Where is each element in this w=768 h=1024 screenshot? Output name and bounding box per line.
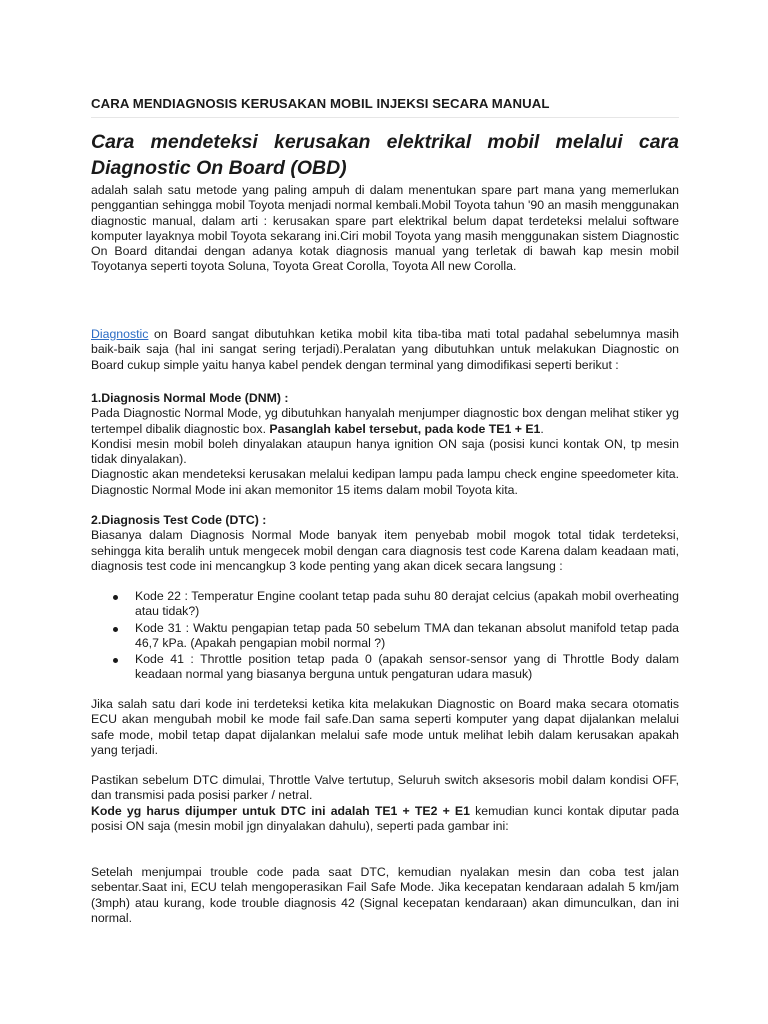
dtc-p4-text: kemudian kunci kontak diputar pada posisi ON saja (mesin mobil jgn dinyalakan dahulu), seperti pada gambar ini: [91,803,679,833]
dtc-paragraph-3: Pastikan sebelum DTC dimulai, Throttle Valve tertutup, Seluruh switch aksesoris mobil dalam kondisi OFF, dan transmisi pada posisi parker / netral. [91,773,679,803]
list-item [91,652,679,683]
dtc-paragraph-5: Setelah menjumpai trouble code pada saat DTC, kemudian nyalakan mesin dan coba test jalan sebentar.Saat ini, ECU telah mengoperasikan Fail Safe Mode. Jika kecepatan kendaraan adalah 5 km/jam (3mph) atau kurang, kode trouble diagnosis 42 (Signal kecepatan kendaraan) akan dimunculkan, dan ini normal. [91,865,679,925]
intro-paragraph: adalah salah satu metode yang paling ampuh di dalam menentukan spare part mana yang memerlukan penggantian sehingga mobil Toyota menjadi normal kembali.Mobil Toyota tahun '90 an masih menggunakan diagnostic manual, dalam arti : kerusakan spare part elektrikal belum dapat terdeteksi melalui software komputer layaknya mobil Toyota sekarang ini.Ciri mobil Toyota yang masih menggunakan sistem Diagnostic On Board ditandai dengan adanya kotak diagnosis manual yang terletak di bawah kap mesin mobil Toyotanya seperti toyota Soluna, Toyota Great Corolla, Toyota All new Corolla. [91,183,679,274]
bullet-icon [113,627,118,632]
dtc-code-list [91,589,679,684]
dtc-heading: 2.Diagnosis Test Code (DTC) : [91,513,267,527]
diagnostic-paragraph [91,327,679,373]
bullet-icon [113,658,118,663]
code-31-text: Kode 31 : Waktu pengapian tetap pada 50 sebelum TMA dan tekanan absolut manifold tetap pada 46,7 kPa. (Apakah pengapian mobil normal ?) [135,620,679,650]
code-41-text: Kode 41 : Throttle position tetap pada 0 (apakah sensor-sensor yang di Throttle Body dalam keadaan normal yang biasanya berguna untuk pengaturan udara masuk) [135,652,679,682]
code-22-text: Kode 22 : Temperatur Engine coolant tetap pada suhu 80 derajat celcius (apakah mobil overheating atau tidak?) [135,589,679,619]
dtc-paragraph-4 [91,804,679,835]
dtc-p4-bold: Kode yg harus dijumper untuk DTC ini adalah TE1 + TE2 + E1 [91,803,470,818]
dnm-paragraph-1 [91,406,679,437]
dnm-p1-bold: Pasanglah kabel tersebut, pada kode TE1 + E1 [269,421,541,436]
list-item [91,589,679,620]
diagnostic-paragraph-text: on Board sangat dibutuhkan ketika mobil kita tiba-tiba mati total padahal sebelumnya masih baik-baik saja (hal ini sangat sering terjadi).Peralatan yang dibutuhkan untuk melakukan Diagnostic on Board cukup simple yaitu hanya kabel pendek dengan terminal yang dimodifikasi seperti berikut : [91,327,679,372]
bullet-icon [113,595,118,600]
title-divider [91,117,679,118]
dnm-p1-text: Pada Diagnostic Normal Mode, yg dibutuhkan hanyalah menjumper diagnostic box dengan melihat stiker yg tertempel dibalik diagnostic box. [91,406,679,436]
document-title: CARA MENDIAGNOSIS KERUSAKAN MOBIL INJEKSI SECARA MANUAL [91,96,550,111]
dtc-paragraph-3-group [91,773,679,834]
dnm-section [91,391,679,498]
dtc-paragraph-2: Jika salah satu dari kode ini terdeteksi ketika kita melakukan Diagnostic on Board maka secara otomatis ECU akan mengubah mobil ke mode fail safe.Dan sama seperti komputer yang dapat dijalankan melalui safe mode, mobil tetap dapat dijalankan melalui safe mode untuk melihat lebih dalam kerusakan apakah yang terjadi. [91,697,679,757]
diagnostic-link[interactable]: Diagnostic [91,327,149,341]
list-item [91,621,679,652]
dnm-paragraph-3: Diagnostic akan mendeteksi kerusakan melalui kedipan lampu pada lampu check engine speedometer kita. Diagnostic Normal Mode ini akan memonitor 15 items dalam mobil Toyota kita. [91,467,679,497]
dnm-p1-end: . [540,421,544,436]
article-subtitle: Cara mendeteksi kerusakan elektrikal mobil melalui cara Diagnostic On Board (OBD) [91,131,679,179]
dtc-section [91,513,679,574]
dnm-paragraph-2: Kondisi mesin mobil boleh dinyalakan ataupun hanya ignition ON saja (posisi kunci kontak ON, tp mesin tidak dinyalakan). [91,436,679,467]
dtc-paragraph-1: Biasanya dalam Diagnosis Normal Mode banyak item penyebab mobil mogok total tidak terdeteksi, sehingga kita beralih untuk mengecek mobil dengan cara diagnosis test code Karena dalam keadaan mati, diagnosis test code ini mencangkup 3 kode penting yang akan dicek secara langsung : [91,528,679,573]
dnm-heading: 1.Diagnosis Normal Mode (DNM) : [91,391,289,405]
